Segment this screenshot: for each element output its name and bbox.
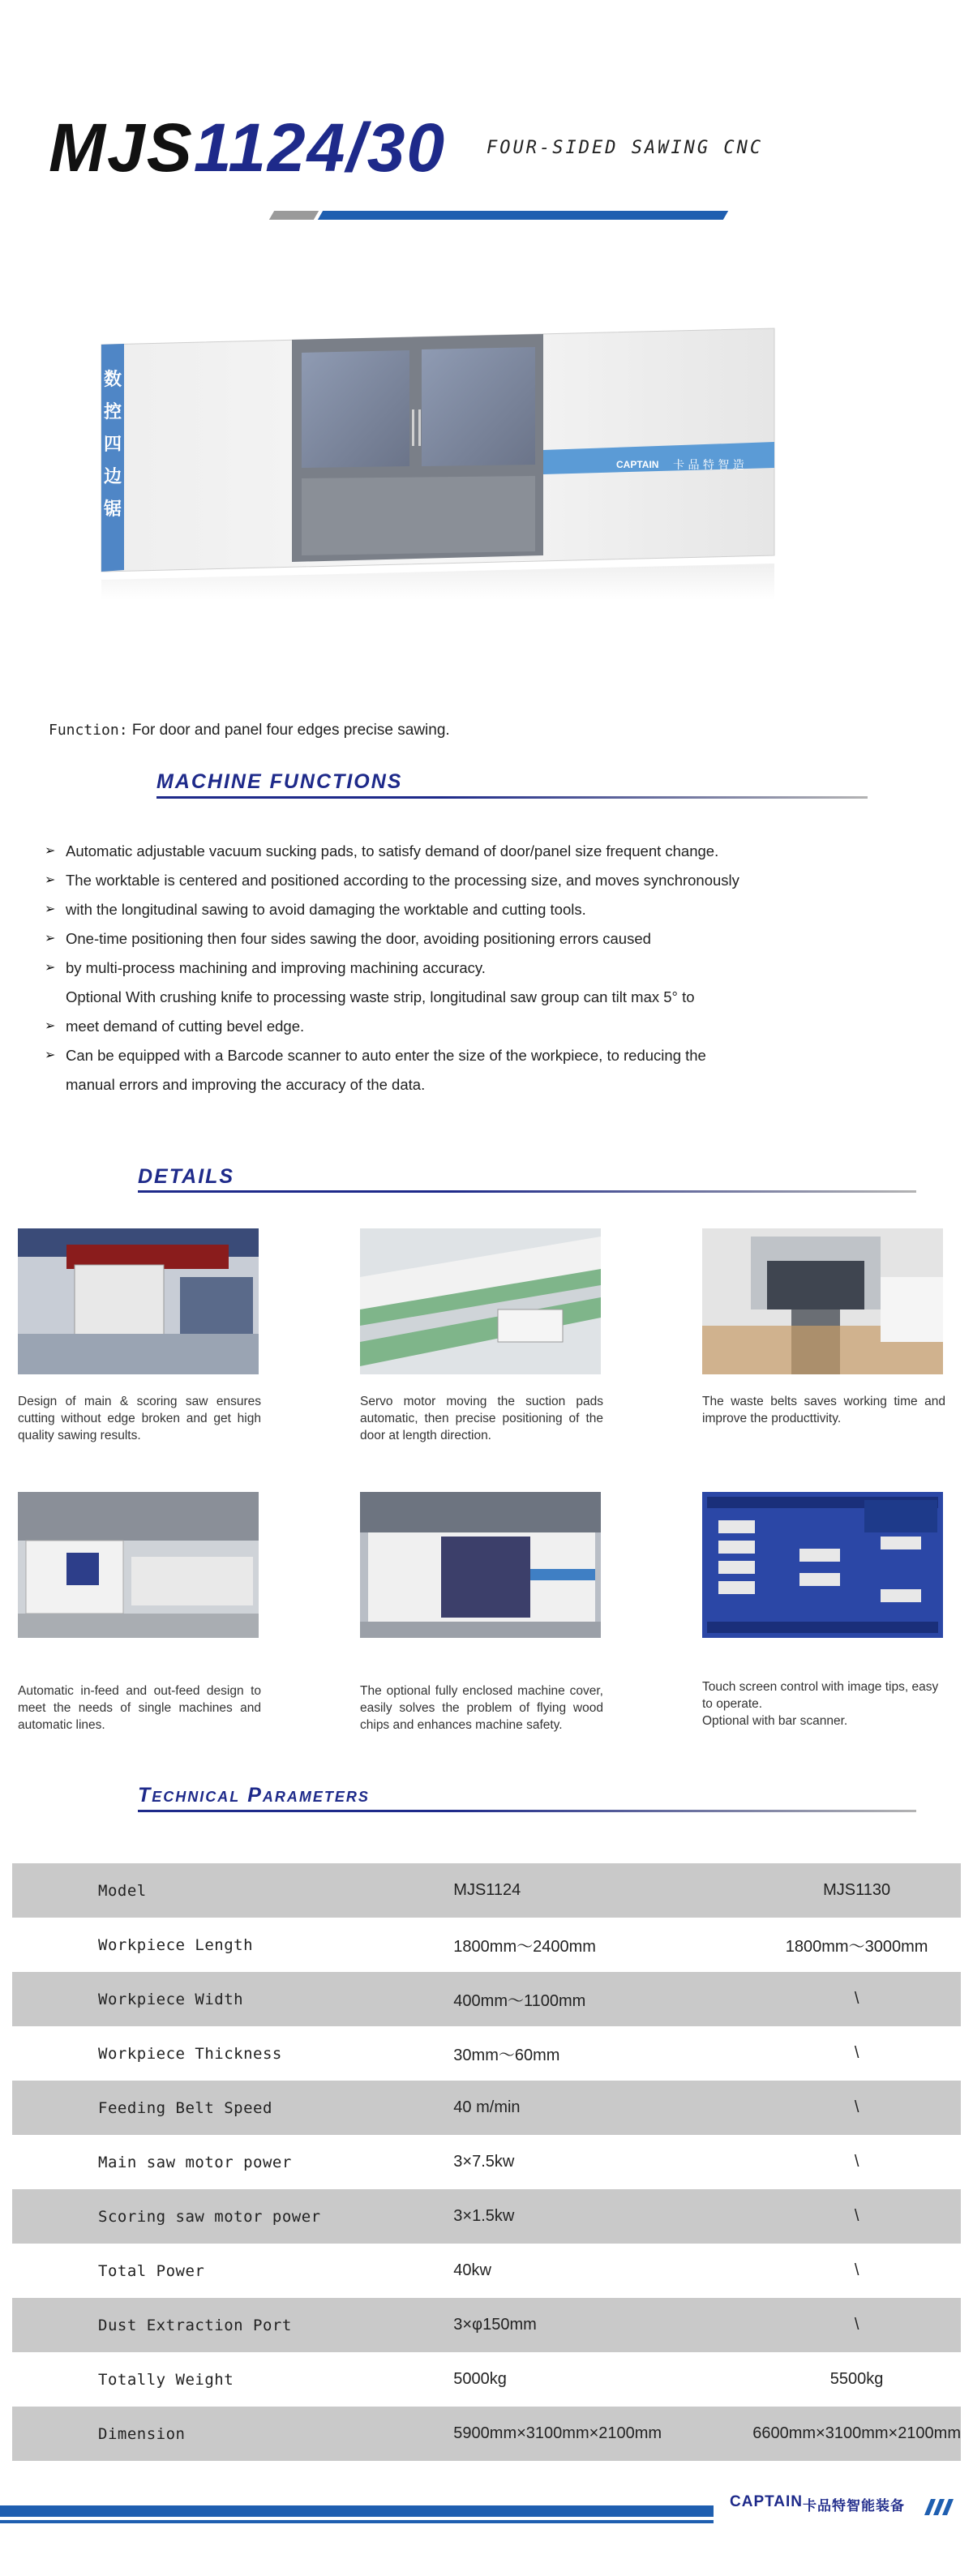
title-underline-gray	[269, 211, 319, 220]
function-item	[45, 1012, 855, 1041]
technical-parameters-title: Technical Parameters	[138, 1784, 370, 1807]
function-text: For door and panel four edges precise sawing.	[131, 722, 450, 739]
param-label: Feeding Belt Speed	[12, 2081, 372, 2135]
table-row	[12, 2135, 961, 2189]
param-value-mjs1124: 5000kg	[453, 2370, 507, 2388]
table-row	[12, 2026, 961, 2081]
param-value-mjs1124: MJS1124	[372, 1863, 752, 1918]
function-description	[49, 722, 450, 739]
param-value-mjs1130: \	[752, 2298, 961, 2352]
detail-caption: The waste belts saves working time and improve the producttivity.	[702, 1395, 945, 1425]
detail-photo-servo-suction	[360, 1228, 601, 1374]
param-value-mjs1130: \	[752, 1972, 961, 2026]
detail-photo-touch-screen	[702, 1492, 943, 1638]
model-number: 1124/30	[193, 109, 447, 186]
table-row	[12, 2244, 961, 2298]
function-item	[45, 1041, 855, 1070]
arrow-bullet-icon: ➢	[45, 1019, 56, 1033]
function-item	[45, 983, 855, 1012]
technical-parameters-underline	[138, 1810, 916, 1812]
machine-functions-underline	[156, 796, 868, 799]
param-value-mjs1124: 3×1.5kw	[372, 2189, 752, 2244]
param-value-mjs1130: 1800mm～3000mm	[785, 1938, 928, 1956]
table-row	[12, 2081, 961, 2135]
table-row	[12, 2352, 961, 2407]
function-item-text: Automatic adjustable vacuum sucking pads, to satisfy demand of door/panel size frequent change.	[66, 842, 719, 859]
function-item	[45, 866, 855, 895]
product-model-title	[49, 109, 447, 186]
param-value-mjs1124: 30mm～60mm	[453, 2047, 560, 2064]
param-value-mjs1124: 3×φ150mm	[372, 2298, 752, 2352]
function-item-text: One-time positioning then four sides sawing the door, avoiding positioning errors caused	[66, 930, 651, 947]
arrow-bullet-icon: ➢	[45, 902, 56, 916]
footer-bar	[0, 2505, 714, 2517]
brand-cn: 卡 品 特 智 造	[673, 459, 744, 472]
footer-stripes-icon	[924, 2499, 957, 2515]
side-label-char: 控	[104, 402, 122, 422]
param-label: Dimension	[12, 2407, 372, 2461]
param-label: Main saw motor power	[98, 2153, 292, 2171]
detail-caption-line: Touch screen control with image tips, easy to operate.	[702, 1680, 939, 1711]
param-value-mjs1130: \	[854, 2044, 859, 2062]
footer-company-name: 卡品特智能装备	[803, 2498, 905, 2514]
function-item-text: by multi-process machining and improving machining accuracy.	[66, 959, 486, 976]
param-label: Workpiece Length	[98, 1935, 254, 1954]
table-row	[12, 1863, 961, 1918]
side-label-char: 锯	[104, 499, 122, 520]
param-value-mjs1130: \	[752, 2081, 961, 2135]
param-label: Workpiece Width	[12, 1972, 372, 2026]
arrow-bullet-icon: ➢	[45, 844, 56, 858]
product-subtitle: FOUR-SIDED SAWING CNC	[486, 138, 764, 158]
machine-functions-title: MACHINE FUNCTIONS	[156, 770, 403, 793]
arrow-bullet-icon: ➢	[45, 1048, 56, 1062]
machine-illustration	[97, 320, 787, 604]
function-item-text: The worktable is centered and positioned according to the processing size, and moves synchronously	[66, 872, 739, 889]
detail-photo-infeed-line	[18, 1492, 259, 1638]
function-item	[45, 924, 855, 954]
function-item	[45, 895, 855, 924]
param-value-mjs1124: 3×7.5kw	[453, 2153, 515, 2171]
function-item-text: manual errors and improving the accuracy of the data.	[66, 1076, 426, 1093]
param-label: Dust Extraction Port	[12, 2298, 372, 2352]
detail-caption: The optional fully enclosed machine cover, easily solves the problem of flying wood chips and enhances machine safety.	[360, 1684, 603, 1732]
param-value-mjs1130: \	[854, 2261, 859, 2279]
details-underline	[138, 1190, 916, 1193]
footer-bar-thin	[0, 2520, 714, 2523]
param-value-mjs1130: 6600mm×3100mm×2100mm	[752, 2407, 961, 2461]
detail-caption: Design of main & scoring saw ensures cutting without edge broken and get high quality sawing results.	[18, 1395, 261, 1442]
param-value-mjs1130: \	[854, 2153, 859, 2171]
function-item-text: Optional With crushing knife to processing waste strip, longitudinal saw group can tilt max 5° to	[66, 988, 695, 1005]
param-label: Total Power	[98, 2261, 205, 2280]
param-value-mjs1124: 400mm～1100mm	[372, 1972, 752, 2026]
table-row	[12, 2298, 961, 2352]
arrow-bullet-icon: ➢	[45, 932, 56, 945]
param-label: Workpiece Thickness	[98, 2044, 282, 2063]
function-item-text: with the longitudinal sawing to avoid damaging the worktable and cutting tools.	[66, 901, 586, 918]
side-label-char: 数	[104, 370, 122, 390]
param-value-mjs1130: 5500kg	[829, 2370, 884, 2388]
param-label: Model	[12, 1863, 372, 1918]
param-label: Scoring saw motor power	[12, 2189, 372, 2244]
table-row	[12, 1972, 961, 2026]
model-prefix: MJS	[49, 109, 194, 186]
table-row	[12, 2189, 961, 2244]
arrow-bullet-icon: ➢	[45, 873, 56, 887]
arrow-bullet-icon: ➢	[45, 961, 56, 975]
detail-caption-line: Optional with bar scanner.	[702, 1714, 848, 1728]
detail-photo-saw-unit	[18, 1228, 259, 1374]
machine-functions-list	[45, 837, 855, 1099]
title-underline-blue	[318, 211, 728, 220]
side-label-char: 边	[104, 467, 122, 487]
function-item-text: Can be equipped with a Barcode scanner to auto enter the size of the workpiece, to reducing the	[66, 1047, 706, 1064]
footer-logo: CAPTAIN	[730, 2493, 804, 2510]
param-value-mjs1130: \	[752, 2189, 961, 2244]
detail-caption: Servo motor moving the suction pads automatic, then precise positioning of the door at length direction.	[360, 1395, 603, 1442]
function-item	[45, 954, 855, 983]
detail-caption: Automatic in-feed and out-feed design to meet the needs of single machines and automatic lines.	[18, 1684, 261, 1732]
param-value-mjs1124: 40 m/min	[372, 2081, 752, 2135]
detail-photo-enclosed-cover	[360, 1492, 601, 1638]
function-label: Function:	[49, 722, 128, 739]
detail-photo-waste-belt	[702, 1228, 943, 1374]
param-value-mjs1124: 5900mm×3100mm×2100mm	[372, 2407, 752, 2461]
technical-parameters-table	[12, 1863, 961, 2461]
function-item	[45, 1070, 855, 1099]
detail-caption	[702, 1678, 945, 1729]
param-value-mjs1124: 1800mm～2400mm	[453, 1938, 596, 1956]
param-value-mjs1124: 40kw	[453, 2261, 491, 2279]
param-value-mjs1130: MJS1130	[752, 1863, 961, 1918]
side-label-char: 四	[104, 435, 122, 455]
details-title: DETAILS	[138, 1165, 235, 1188]
table-row	[12, 2407, 961, 2461]
brand-logo: CAPTAIN	[616, 459, 659, 470]
function-item	[45, 837, 855, 866]
function-item-text: meet demand of cutting bevel edge.	[66, 1018, 305, 1035]
table-row	[12, 1918, 961, 1972]
param-label: Totally Weight	[98, 2370, 234, 2389]
